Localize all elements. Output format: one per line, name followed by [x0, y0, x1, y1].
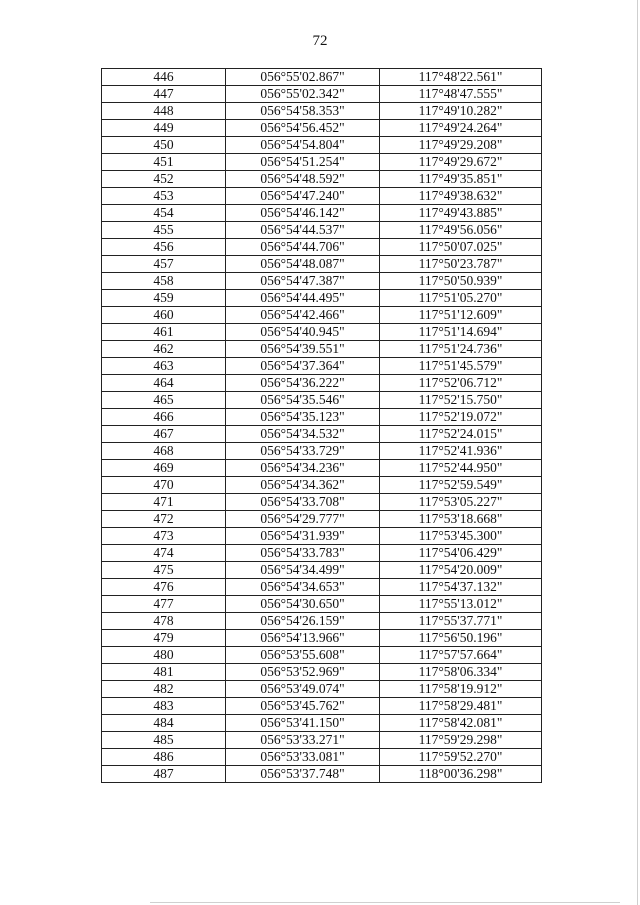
point-number-cell: 463 — [102, 358, 226, 375]
latitude-cell: 056°53'49.074" — [226, 681, 380, 698]
longitude-cell: 117°51'14.694" — [380, 324, 542, 341]
latitude-cell: 056°53'41.150" — [226, 715, 380, 732]
point-number-cell: 477 — [102, 596, 226, 613]
point-number-cell: 469 — [102, 460, 226, 477]
latitude-cell: 056°54'42.466" — [226, 307, 380, 324]
longitude-cell: 117°48'22.561" — [380, 69, 542, 86]
longitude-cell: 117°52'15.750" — [380, 392, 542, 409]
longitude-cell: 117°59'52.270" — [380, 749, 542, 766]
longitude-cell: 117°59'29.298" — [380, 732, 542, 749]
table-row — [102, 596, 542, 613]
point-number-cell: 462 — [102, 341, 226, 358]
table-row — [102, 613, 542, 630]
table-row — [102, 647, 542, 664]
table-row — [102, 732, 542, 749]
longitude-cell: 117°51'24.736" — [380, 341, 542, 358]
longitude-cell: 117°50'50.939" — [380, 273, 542, 290]
table-row — [102, 69, 542, 86]
longitude-cell: 117°55'37.771" — [380, 613, 542, 630]
table-row — [102, 630, 542, 647]
table-row — [102, 715, 542, 732]
latitude-cell: 056°54'37.364" — [226, 358, 380, 375]
latitude-cell: 056°53'45.762" — [226, 698, 380, 715]
point-number-cell: 455 — [102, 222, 226, 239]
longitude-cell: 118°00'36.298" — [380, 766, 542, 783]
latitude-cell: 056°53'37.748" — [226, 766, 380, 783]
point-number-cell: 451 — [102, 154, 226, 171]
latitude-cell: 056°53'33.081" — [226, 749, 380, 766]
latitude-cell: 056°54'48.592" — [226, 171, 380, 188]
point-number-cell: 458 — [102, 273, 226, 290]
longitude-cell: 117°52'41.936" — [380, 443, 542, 460]
latitude-cell: 056°53'55.608" — [226, 647, 380, 664]
longitude-cell: 117°54'20.009" — [380, 562, 542, 579]
longitude-cell: 117°52'59.549" — [380, 477, 542, 494]
point-number-cell: 459 — [102, 290, 226, 307]
table-row — [102, 188, 542, 205]
latitude-cell: 056°53'33.271" — [226, 732, 380, 749]
point-number-cell: 453 — [102, 188, 226, 205]
point-number-cell: 480 — [102, 647, 226, 664]
latitude-cell: 056°54'48.087" — [226, 256, 380, 273]
table-row — [102, 766, 542, 783]
longitude-cell: 117°53'05.227" — [380, 494, 542, 511]
table-row — [102, 392, 542, 409]
point-number-cell: 452 — [102, 171, 226, 188]
latitude-cell: 056°54'13.966" — [226, 630, 380, 647]
longitude-cell: 117°51'12.609" — [380, 307, 542, 324]
table-row — [102, 358, 542, 375]
point-number-cell: 481 — [102, 664, 226, 681]
latitude-cell: 056°54'58.353" — [226, 103, 380, 120]
longitude-cell: 117°51'05.270" — [380, 290, 542, 307]
latitude-cell: 056°54'44.495" — [226, 290, 380, 307]
longitude-cell: 117°55'13.012" — [380, 596, 542, 613]
point-number-cell: 486 — [102, 749, 226, 766]
longitude-cell: 117°58'42.081" — [380, 715, 542, 732]
longitude-cell: 117°53'18.668" — [380, 511, 542, 528]
table-row — [102, 103, 542, 120]
table-row — [102, 749, 542, 766]
longitude-cell: 117°49'29.208" — [380, 137, 542, 154]
table-row — [102, 120, 542, 137]
longitude-cell: 117°49'35.851" — [380, 171, 542, 188]
table-row — [102, 273, 542, 290]
point-number-cell: 456 — [102, 239, 226, 256]
point-number-cell: 464 — [102, 375, 226, 392]
point-number-cell: 461 — [102, 324, 226, 341]
longitude-cell: 117°48'47.555" — [380, 86, 542, 103]
longitude-cell: 117°50'23.787" — [380, 256, 542, 273]
longitude-cell: 117°58'06.334" — [380, 664, 542, 681]
latitude-cell: 056°54'26.159" — [226, 613, 380, 630]
table-row — [102, 256, 542, 273]
point-number-cell: 473 — [102, 528, 226, 545]
point-number-cell: 457 — [102, 256, 226, 273]
point-number-cell: 470 — [102, 477, 226, 494]
table-row — [102, 171, 542, 188]
latitude-cell: 056°54'39.551" — [226, 341, 380, 358]
longitude-cell: 117°49'24.264" — [380, 120, 542, 137]
point-number-cell: 475 — [102, 562, 226, 579]
point-number-cell: 454 — [102, 205, 226, 222]
longitude-cell: 117°49'43.885" — [380, 205, 542, 222]
latitude-cell: 056°54'34.653" — [226, 579, 380, 596]
latitude-cell: 056°54'33.783" — [226, 545, 380, 562]
longitude-cell: 117°51'45.579" — [380, 358, 542, 375]
longitude-cell: 117°49'56.056" — [380, 222, 542, 239]
point-number-cell: 487 — [102, 766, 226, 783]
table-row — [102, 324, 542, 341]
point-number-cell: 449 — [102, 120, 226, 137]
latitude-cell: 056°54'44.706" — [226, 239, 380, 256]
latitude-cell: 056°54'54.804" — [226, 137, 380, 154]
latitude-cell: 056°54'47.240" — [226, 188, 380, 205]
latitude-cell: 056°53'52.969" — [226, 664, 380, 681]
point-number-cell: 476 — [102, 579, 226, 596]
point-number-cell: 448 — [102, 103, 226, 120]
point-number-cell: 485 — [102, 732, 226, 749]
table-row — [102, 426, 542, 443]
table-row — [102, 154, 542, 171]
page-number: 72 — [312, 33, 328, 49]
point-number-cell: 460 — [102, 307, 226, 324]
point-number-cell: 484 — [102, 715, 226, 732]
point-number-cell: 479 — [102, 630, 226, 647]
table-row — [102, 545, 542, 562]
table-row — [102, 222, 542, 239]
point-number-cell: 465 — [102, 392, 226, 409]
latitude-cell: 056°54'30.650" — [226, 596, 380, 613]
table-row — [102, 443, 542, 460]
latitude-cell: 056°54'35.546" — [226, 392, 380, 409]
coordinates-table-body — [102, 69, 542, 783]
table-row — [102, 460, 542, 477]
coordinates-table — [101, 68, 542, 783]
table-row — [102, 579, 542, 596]
table-row — [102, 511, 542, 528]
latitude-cell: 056°54'56.452" — [226, 120, 380, 137]
longitude-cell: 117°49'29.672" — [380, 154, 542, 171]
point-number-cell: 474 — [102, 545, 226, 562]
table-row — [102, 205, 542, 222]
table-row — [102, 681, 542, 698]
latitude-cell: 056°54'44.537" — [226, 222, 380, 239]
longitude-cell: 117°57'57.664" — [380, 647, 542, 664]
scan-edge-bottom — [150, 902, 620, 903]
table-row — [102, 307, 542, 324]
point-number-cell: 472 — [102, 511, 226, 528]
latitude-cell: 056°54'34.532" — [226, 426, 380, 443]
point-number-cell: 471 — [102, 494, 226, 511]
latitude-cell: 056°54'33.708" — [226, 494, 380, 511]
latitude-cell: 056°54'33.729" — [226, 443, 380, 460]
longitude-cell: 117°50'07.025" — [380, 239, 542, 256]
point-number-cell: 446 — [102, 69, 226, 86]
table-row — [102, 290, 542, 307]
longitude-cell: 117°52'24.015" — [380, 426, 542, 443]
longitude-cell: 117°52'44.950" — [380, 460, 542, 477]
latitude-cell: 056°54'36.222" — [226, 375, 380, 392]
longitude-cell: 117°49'38.632" — [380, 188, 542, 205]
latitude-cell: 056°54'46.142" — [226, 205, 380, 222]
longitude-cell: 117°53'45.300" — [380, 528, 542, 545]
point-number-cell: 483 — [102, 698, 226, 715]
table-row — [102, 664, 542, 681]
longitude-cell: 117°52'19.072" — [380, 409, 542, 426]
table-row — [102, 494, 542, 511]
latitude-cell: 056°55'02.342" — [226, 86, 380, 103]
point-number-cell: 466 — [102, 409, 226, 426]
table-row — [102, 698, 542, 715]
table-row — [102, 528, 542, 545]
latitude-cell: 056°54'29.777" — [226, 511, 380, 528]
table-row — [102, 341, 542, 358]
point-number-cell: 468 — [102, 443, 226, 460]
latitude-cell: 056°54'47.387" — [226, 273, 380, 290]
table-row — [102, 239, 542, 256]
latitude-cell: 056°54'34.499" — [226, 562, 380, 579]
longitude-cell: 117°52'06.712" — [380, 375, 542, 392]
point-number-cell: 450 — [102, 137, 226, 154]
longitude-cell: 117°56'50.196" — [380, 630, 542, 647]
point-number-cell: 482 — [102, 681, 226, 698]
latitude-cell: 056°54'51.254" — [226, 154, 380, 171]
point-number-cell: 467 — [102, 426, 226, 443]
point-number-cell: 447 — [102, 86, 226, 103]
latitude-cell: 056°55'02.867" — [226, 69, 380, 86]
latitude-cell: 056°54'34.362" — [226, 477, 380, 494]
table-row — [102, 375, 542, 392]
point-number-cell: 478 — [102, 613, 226, 630]
latitude-cell: 056°54'40.945" — [226, 324, 380, 341]
scan-edge-right — [637, 0, 638, 905]
table-row — [102, 477, 542, 494]
longitude-cell: 117°54'37.132" — [380, 579, 542, 596]
table-row — [102, 137, 542, 154]
latitude-cell: 056°54'34.236" — [226, 460, 380, 477]
table-row — [102, 409, 542, 426]
longitude-cell: 117°58'29.481" — [380, 698, 542, 715]
latitude-cell: 056°54'35.123" — [226, 409, 380, 426]
longitude-cell: 117°54'06.429" — [380, 545, 542, 562]
table-row — [102, 86, 542, 103]
longitude-cell: 117°58'19.912" — [380, 681, 542, 698]
latitude-cell: 056°54'31.939" — [226, 528, 380, 545]
longitude-cell: 117°49'10.282" — [380, 103, 542, 120]
table-row — [102, 562, 542, 579]
